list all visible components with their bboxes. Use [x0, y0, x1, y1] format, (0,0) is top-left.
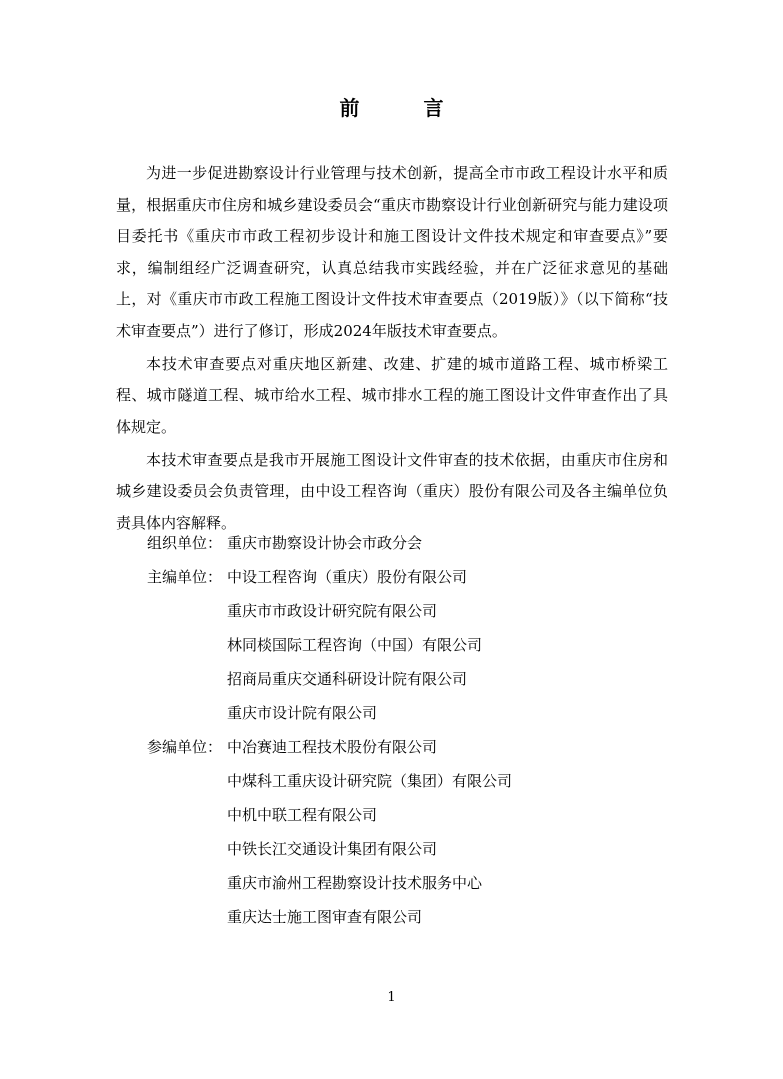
unit-row	[147, 764, 512, 798]
page-title: 前 言	[339, 96, 466, 120]
participant-unit: 重庆达士施工图审查有限公司	[227, 908, 423, 926]
chief-editors-label: 主编单位：	[147, 568, 223, 586]
participant-unit: 中煤科工重庆设计研究院（集团）有限公司	[227, 772, 513, 790]
participant-unit: 中冶赛迪工程技术股份有限公司	[227, 738, 438, 756]
preface-body	[116, 158, 668, 541]
participant-unit: 重庆市渝州工程勘察设计技术服务中心	[227, 874, 483, 892]
chief-editors-group	[147, 560, 512, 730]
organizer-group	[147, 526, 512, 560]
participant-unit: 中铁长江交通设计集团有限公司	[227, 840, 438, 858]
chief-editor-unit: 重庆市设计院有限公司	[227, 704, 378, 722]
page-number: 1	[387, 990, 396, 1005]
chief-editor-unit: 中设工程咨询（重庆）股份有限公司	[227, 568, 468, 586]
participants-label: 参编单位：	[147, 738, 223, 756]
paragraph-intro: 为进一步促进勘察设计行业管理与技术创新，提高全市市政工程设计水平和质量，根据重庆市住房和城乡建设委员会“重庆市勘察设计行业创新研究与能力建设项目委托书《重庆市市政工程初步设计和施工图设计文件技术规定和审查要点》”要求，编制组经广泛调查研究，认真总结我市实践经验，并在广泛征求意见的基础上，对《重庆市市政工程施工图设计文件技术审查要点（2019版）》（以下简称“技术审查要点”）进行了修订，形成2024年版技术审查要点。	[116, 164, 668, 340]
unit-row	[147, 832, 512, 866]
paragraph-scope: 本技术审查要点对重庆地区新建、改建、扩建的城市道路工程、城市桥梁工程、城市隧道工程、城市给水工程、城市排水工程的施工图设计文件审查作出了具体规定。	[116, 354, 668, 436]
unit-list	[147, 526, 512, 934]
unit-row	[147, 730, 512, 764]
unit-row	[147, 594, 512, 628]
participant-unit: 中机中联工程有限公司	[227, 806, 378, 824]
unit-row	[147, 900, 512, 934]
chief-editor-unit: 招商局重庆交通科研设计院有限公司	[227, 670, 468, 688]
organizer-unit: 重庆市勘察设计协会市政分会	[227, 534, 423, 552]
participants-group	[147, 730, 512, 934]
unit-row	[147, 798, 512, 832]
unit-row	[147, 696, 512, 730]
chief-editor-unit: 林同棪国际工程咨询（中国）有限公司	[227, 636, 483, 654]
paragraph-management: 本技术审查要点是我市开展施工图设计文件审查的技术依据，由重庆市住房和城乡建设委员会负责管理，由中设工程咨询（重庆）股份有限公司及各主编单位负责具体内容解释。	[116, 450, 668, 532]
organizer-label: 组织单位：	[147, 534, 223, 552]
unit-row	[147, 560, 512, 594]
unit-row	[147, 526, 512, 560]
chief-editor-unit: 重庆市市政设计研究院有限公司	[227, 602, 438, 620]
unit-row	[147, 866, 512, 900]
unit-row	[147, 662, 512, 696]
unit-row	[147, 628, 512, 662]
